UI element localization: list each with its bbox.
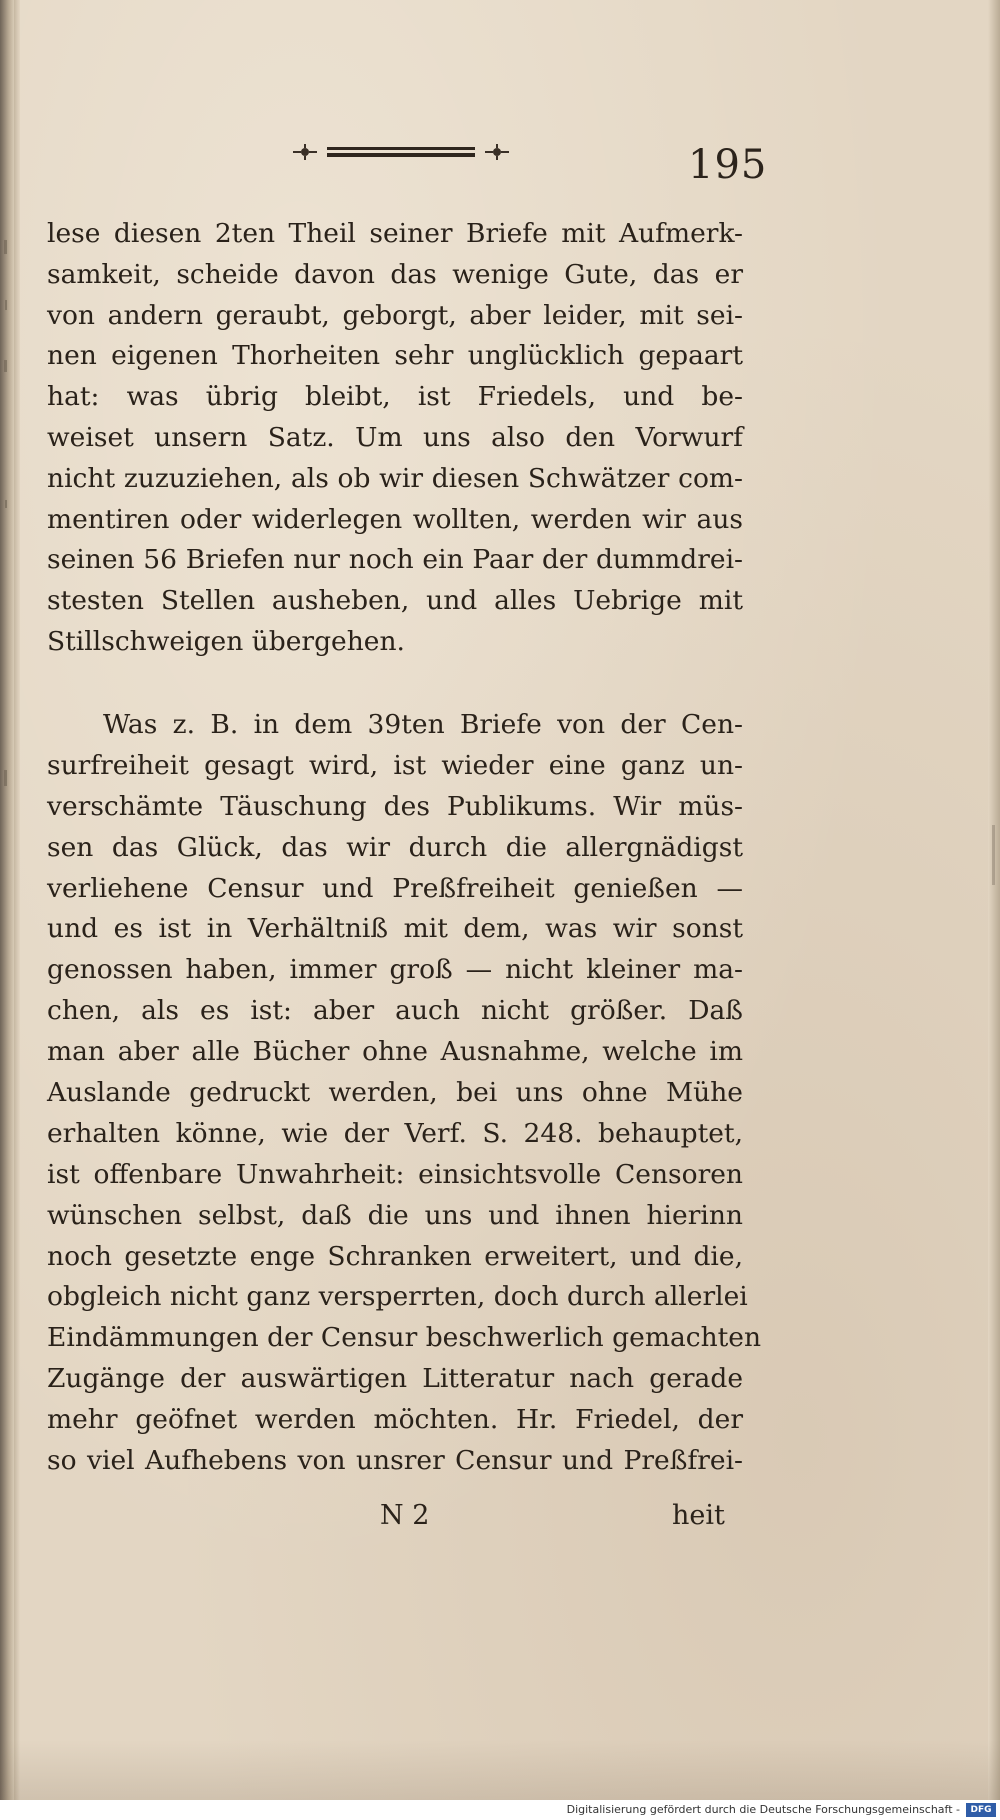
text-line: nen eigenen Thorheiten sehr unglücklich gepaart [47,340,743,372]
text-line: genossen haben, immer groß — nicht kleiner ma- [47,954,743,986]
text-line: wünschen selbst, daß die uns und ihnen hierinn [47,1199,743,1231]
text-line: von andern geraubt, geborgt, aber leider, mit sei- [47,299,743,331]
text-line: Zugänge der auswärtigen Litteratur nach gerade [47,1363,743,1395]
text-line: Eindämmungen der Censur beschwerlich gemachten [47,1322,762,1354]
paragraph-1 [47,214,743,663]
text-line: stesten Stellen ausheben, und alles Uebrige mit [47,585,743,617]
text-line: noch gesetzte enge Schranken erweitert, und die, [47,1240,743,1272]
text-line: verliehene Censur und Preßfreiheit genießen — [47,872,743,904]
text-line: chen, als es ist: aber auch nicht größer. Daß [47,995,743,1027]
footer-credit-bar [0,1800,1000,1820]
margin-mark [4,770,7,786]
catchword: heit [672,1500,725,1531]
ornament-flourish-left [293,144,317,160]
text-line: mentiren oder widerlegen wollten, werden wir aus [47,503,743,535]
text-line: lese diesen 2ten Theil seiner Briefe mit Aufmerk- [47,218,743,249]
ornament-rule-top [327,147,475,150]
text-line: seinen 56 Briefen nur noch ein Paar der dummdrei- [47,544,743,576]
margin-mark [5,500,7,508]
text-line: Auslande gedruckt werden, bei uns ohne Mühe [47,1077,743,1109]
text-line: so viel Aufhebens von unsrer Censur und Preßfrei- [47,1445,743,1477]
margin-mark [4,240,7,254]
margin-mark [5,300,7,310]
header-ornament [283,142,519,162]
text-line: hat: was übrig bleibt, ist Friedels, und be- [47,381,743,413]
text-line: Was z. B. in dem 39ten Briefe von der Cen- [103,709,743,740]
text-line: sen das Glück, das wir durch die allergnädigst [47,831,743,863]
ornament-rule-bottom [327,153,475,157]
ornament-flourish-right [485,144,509,160]
signature-mark: N 2 [380,1500,430,1531]
text-line: mehr geöfnet werden möchten. Hr. Friedel, der [47,1404,743,1436]
text-line: surfreiheit gesagt wird, ist wieder eine ganz un- [47,749,743,781]
text-line: obgleich nicht ganz versperrten, doch durch allerlei [47,1281,748,1313]
dfg-logo: DFG [966,1803,996,1817]
text-line: verschämte Täuschung des Publikums. Wir müs- [47,790,743,822]
page-gutter [14,0,20,1800]
paragraph-2 [47,705,762,1482]
text-line: erhalten könne, wie der Verf. S. 248. behauptet, [47,1117,743,1149]
text-line: man aber alle Bücher ohne Ausnahme, welche im [47,1036,743,1068]
page-bottom-shadow [0,1740,1000,1800]
funding-credit-text: Digitalisierung gefördert durch die Deutsche Forschungsgemeinschaft - [566,1803,960,1816]
page-number: 195 [688,142,768,188]
text-line: Stillschweigen übergehen. [47,625,405,657]
page-right-edge [988,0,1000,1800]
margin-mark [4,360,7,372]
margin-mark [992,825,995,885]
text-line: nicht zuzuziehen, als ob wir diesen Schwätzer com- [47,462,743,494]
text-line: und es ist in Verhältniß mit dem, was wir sonst [47,913,743,945]
text-line: weiset unsern Satz. Um uns also den Vorwurf [47,421,743,453]
text-line: ist offenbare Unwahrheit: einsichtsvolle Censoren [47,1158,743,1190]
text-line: samkeit, scheide davon das wenige Gute, das er [47,258,743,290]
book-binding-edge [0,0,14,1800]
